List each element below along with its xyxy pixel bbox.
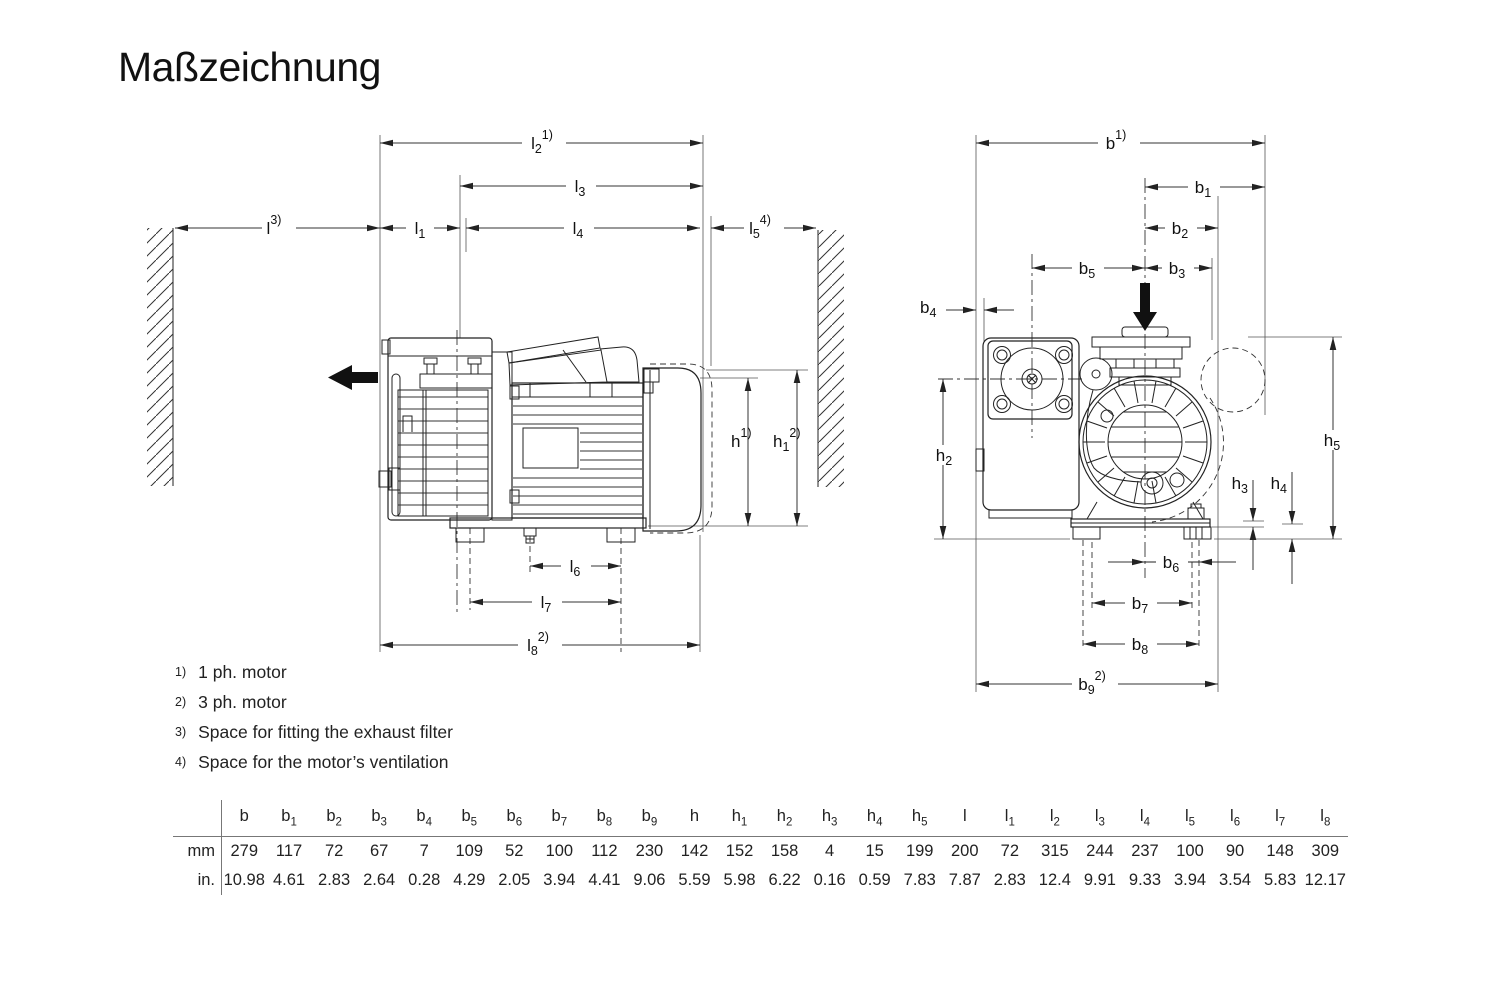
table-column-header: l [942, 800, 987, 837]
table-cell: 0.28 [408, 871, 441, 889]
footnotes [175, 662, 453, 782]
footnote-row [175, 692, 453, 713]
table-column-header: $h_5$ [897, 800, 942, 837]
table-cell: 2.05 [498, 871, 531, 889]
table-cell: 158 [770, 842, 799, 860]
table-column-header: $h_1$ [717, 800, 762, 837]
footnote-text: Space for the motor’s ventilation [198, 752, 449, 772]
dim-label-h3: $h_3$ [1231, 474, 1248, 496]
table-column-header: $l_8$ [1303, 800, 1348, 837]
table-cell: 7.87 [948, 871, 981, 889]
dim-label-l4: $l_4$ [572, 219, 584, 241]
table-corner-cell [173, 800, 222, 837]
table-cell: 279 [230, 842, 259, 860]
table-column-header: $b_8$ [582, 800, 627, 837]
footnote-marker: 2) [175, 695, 187, 709]
table-cell: 7.83 [903, 871, 936, 889]
table-cell: 230 [635, 842, 664, 860]
dim-label-h2: $h_2$ [935, 446, 953, 468]
dim-label-b7: $b_7$ [1131, 594, 1149, 616]
dim-label-b8: $b_8$ [1131, 635, 1149, 657]
table-cell: 152 [725, 842, 754, 860]
dim-label-b1: $b_1$ [1194, 178, 1212, 200]
dim-label-b5: $b_5$ [1078, 259, 1096, 281]
table-cell: 309 [1311, 842, 1340, 860]
dim-label-b2: $b_2$ [1171, 219, 1189, 241]
dim-label-l5: $l_5^{4)}$ [749, 213, 771, 241]
table-cell: 12.17 [1304, 871, 1346, 889]
table-column-header: h [672, 800, 717, 837]
table-header-row [173, 800, 1348, 837]
page-title: Maßzeichnung [118, 44, 381, 90]
table-cell: 67 [369, 842, 389, 860]
dim-label-l6: $l_6$ [569, 557, 581, 579]
dim-label-b: $b^{1)}$ [1105, 128, 1127, 153]
dim-label-b4: $b_4$ [920, 298, 937, 320]
table-column-header: $h_4$ [852, 800, 897, 837]
table-cell: 109 [455, 842, 484, 860]
table-cell: 0.59 [858, 871, 891, 889]
table-cell: 237 [1131, 842, 1159, 860]
dim-label-b9: $b_9^{2)}$ [1078, 669, 1106, 697]
table-cell: 15 [865, 842, 884, 860]
footnote-row [175, 662, 453, 683]
table-column-header: $l_2$ [1032, 800, 1077, 837]
wall-right [818, 230, 844, 487]
footnote-row [175, 722, 453, 743]
dim-label-b3: $b_3$ [1168, 259, 1186, 281]
dim-label-l2: $l_2^{1)}$ [531, 128, 553, 156]
front-view [920, 128, 1348, 697]
dim-label-h: $h^{1)}$ [731, 426, 752, 451]
dimension-lines-side [175, 128, 816, 658]
table-cell: 112 [591, 842, 618, 860]
table-cell: 3.54 [1218, 871, 1252, 889]
table-cell: 244 [1086, 842, 1114, 860]
table-cell: 7 [419, 842, 429, 860]
table-cell: 4 [825, 842, 835, 860]
table-column-header: $l_4$ [1122, 800, 1167, 837]
table-cell: 3.94 [1173, 871, 1207, 889]
table-cell: 12.4 [1038, 871, 1071, 889]
table-row [173, 866, 1348, 895]
table-cell: 200 [951, 842, 979, 860]
side-view [147, 128, 844, 658]
table-column-header: $l_1$ [987, 800, 1032, 837]
footnote-marker: 1) [175, 665, 187, 679]
dim-label-l1: $l_1$ [414, 219, 426, 241]
table-column-header: $b_4$ [402, 800, 447, 837]
footnote-row [175, 752, 453, 773]
table-cell: 117 [275, 842, 303, 860]
dim-label-l3: $l_3$ [574, 177, 586, 199]
wall-left [147, 228, 173, 486]
table-cell: 100 [545, 842, 574, 860]
table-column-header: b [222, 800, 267, 837]
table-cell: 2.83 [993, 871, 1026, 889]
table-cell: 52 [505, 842, 524, 860]
motor-ventilation-space-circle [1201, 348, 1265, 412]
table-cell: 2.64 [363, 871, 396, 889]
table-cell: 4.29 [453, 871, 486, 889]
table-cell: 6.22 [768, 871, 801, 889]
table-column-header: $l_3$ [1077, 800, 1122, 837]
table-column-header: $b_5$ [447, 800, 492, 837]
table-column-header: $b_1$ [267, 800, 312, 837]
table-column-header: $l_7$ [1258, 800, 1303, 837]
table-cell: 9.33 [1128, 871, 1162, 889]
table-cell: 4.41 [588, 871, 621, 889]
table-cell: 2.83 [318, 871, 351, 889]
table-cell: 4.61 [273, 871, 306, 889]
table-cell: 199 [905, 842, 934, 860]
table-column-header: $b_3$ [357, 800, 402, 837]
table-cell: 148 [1266, 842, 1294, 860]
footnote-text: 3 ph. motor [198, 692, 287, 712]
table-column-header: $b_6$ [492, 800, 537, 837]
table-cell: 100 [1176, 842, 1204, 860]
table-cell: 9.06 [633, 871, 666, 889]
footnote-text: 1 ph. motor [198, 662, 287, 682]
table-cell: 3.94 [543, 871, 576, 889]
table-cell: 9.91 [1083, 871, 1116, 889]
table-cell: 90 [1225, 842, 1245, 860]
table-cell: 72 [1000, 842, 1019, 860]
footnote-marker: 3) [175, 725, 187, 739]
table-cell: 5.59 [678, 871, 711, 889]
table-column-header: $b_9$ [627, 800, 672, 837]
dim-label-b6: $b_6$ [1162, 553, 1180, 575]
footnote-marker: 4) [175, 755, 187, 769]
table-column-header: $l_5$ [1167, 800, 1212, 837]
table-column-header: $b_2$ [312, 800, 357, 837]
dim-label-h4: $h_4$ [1270, 474, 1287, 496]
front-view-pump [976, 327, 1265, 539]
dim-label-l: $l^{3)}$ [266, 213, 282, 238]
dimensions-table [173, 800, 1348, 895]
table-cell: 5.83 [1264, 871, 1297, 889]
table-cell: 142 [680, 842, 709, 860]
table-column-header: $h_3$ [807, 800, 852, 837]
table-unit-label: mm [173, 837, 222, 867]
table-cell: 315 [1041, 842, 1069, 860]
side-view-pump [379, 337, 712, 543]
table-unit-label: in. [173, 866, 222, 895]
dim-label-h5: $h_5$ [1323, 431, 1341, 453]
table-column-header: $h_2$ [762, 800, 807, 837]
exhaust-direction-arrow-icon [328, 365, 378, 390]
dim-label-h1: $h_1^{2)}$ [773, 426, 801, 454]
table-cell: 0.16 [813, 871, 846, 889]
dim-label-l7: $l_7$ [540, 593, 552, 615]
table-cell: 10.98 [223, 871, 265, 889]
table-row [173, 837, 1348, 867]
footnote-text: Space for fitting the exhaust filter [198, 722, 453, 742]
table-cell: 72 [324, 842, 344, 860]
dim-label-l8: $l_8^{2)}$ [527, 630, 549, 658]
table-column-header: $b_7$ [537, 800, 582, 837]
table-cell: 5.98 [723, 871, 756, 889]
table-column-header: $l_6$ [1213, 800, 1258, 837]
inlet-direction-arrow-icon [1133, 283, 1157, 331]
